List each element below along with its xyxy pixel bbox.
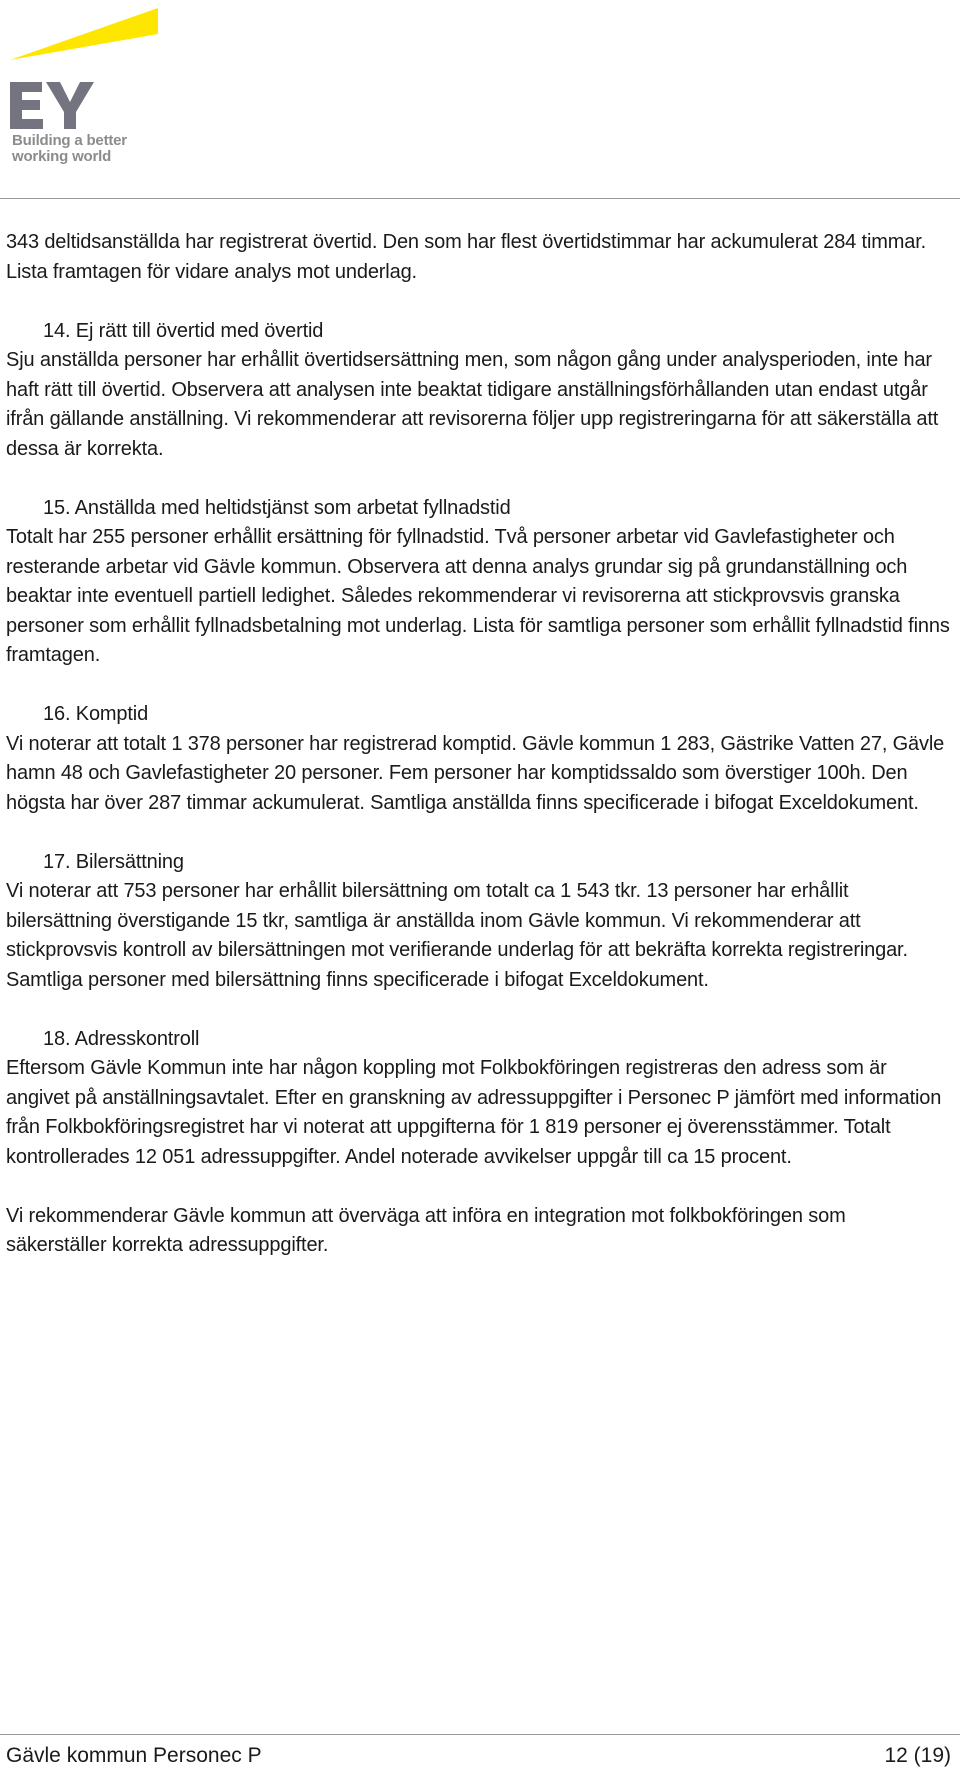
footer-page-number: 12 (19) — [884, 1744, 951, 1767]
section-heading: 17. Bilersättning — [43, 850, 184, 873]
document-body — [6, 228, 951, 1261]
logo-tagline-line1: Building a better — [12, 132, 127, 149]
section-paragraph: Vi noterar att 753 personer har erhållit bilersättning om totalt ca 1 543 tkr. 13 personer har erhållit bilersättning överstigande 15 tkr, samtliga är anställda inom Gävle kommun. Vi rekommenderar att stickprovsvis kontroll av bilersättningen mot verifierande underlag för att bekräfta korrekta registreringar. Samtliga personer med bilersättning finns specificerade i bifogat Exceldokument. — [6, 880, 908, 991]
section-paragraph: Totalt har 255 personer erhållit ersättning för fyllnadstid. Två personer arbetar vid Gavlefastigheter och resterande arbetar vid Gävle kommun. Observera att denna analys grundar sig på grundanställning och beaktar inte eventuell partiell ledighet. Således rekommenderar vi revisorerna att stickprovsvis granska personer som erhållit fyllnadsbetalning mot underlag. Lista för samtliga personer som erhållit fyllnadstid finns framtagen. — [6, 526, 950, 666]
section-paragraph: Vi noterar att totalt 1 378 personer har registrerad komptid. Gävle kommun 1 283, Gästrike Vatten 27, Gävle hamn 48 och Gavlefastigheter 20 personer. Fem personer har komptidssaldo som överstiger 100h. Den högsta har över 287 timmar ackumulerat. Samtliga anställda finns specificerade i bifogat Exceldokument. — [6, 732, 945, 814]
intro-paragraph: 343 deltidsanställda har registrerat övertid. Den som har flest övertidstimmar har ackumulerat 284 timmar. Lista framtagen för vidare analys mot underlag. — [6, 231, 927, 283]
section-14 — [6, 317, 951, 465]
section-heading: 16. Komptid — [43, 703, 149, 725]
section-heading: 18. Adresskontroll — [43, 1027, 200, 1050]
logo-tagline-line2: working world — [12, 148, 112, 165]
section-18 — [6, 1025, 951, 1261]
section-17 — [6, 848, 951, 996]
header-divider — [0, 198, 960, 199]
section-paragraph: Sju anställda personer har erhållit övertidsersättning men, som någon gång under analysperioden, inte har haft rätt till övertid. Observera att analysen inte beaktat tidigare anställningsförhållanden utan endast utgår ifrån gällande anställning. Vi rekommenderar att revisorerna följer upp registreringarna för att säkerställa att dessa är korrekta. — [6, 349, 939, 460]
section-heading: 14. Ej rätt till övertid med övertid — [43, 319, 324, 342]
footer-divider — [0, 1734, 960, 1735]
footer-document-title: Gävle kommun Personec P — [6, 1744, 262, 1767]
section-paragraph: Vi rekommenderar Gävle kommun att överväga att införa en integration mot folkbokföringen som säkerställer korrekta adressuppgifter. — [6, 1204, 846, 1256]
section-15 — [6, 494, 951, 671]
logo-tagline — [12, 133, 127, 165]
section-heading: 15. Anställda med heltidstjänst som arbetat fyllnadstid — [43, 496, 511, 519]
section-paragraph: Eftersom Gävle Kommun inte har någon koppling mot Folkbokföringen registreras den adress som är angivet på anställningsavtalet. Efter en granskning av adressuppgifter i Personec P jämfört med information från Folkbokföringsregistret har vi noterat att uppgifterna för 1 819 personer ej överensstämmer. Totalt kontrollerades 12 051 adressuppgifter. Andel noterade avvikelser uppgår till ca 15 procent. — [6, 1057, 942, 1168]
section-16 — [6, 700, 951, 818]
ey-beam-shape — [10, 8, 158, 60]
ey-logo-mark — [10, 8, 160, 133]
ey-letter-e — [10, 82, 43, 129]
ey-letter-y — [46, 82, 94, 129]
